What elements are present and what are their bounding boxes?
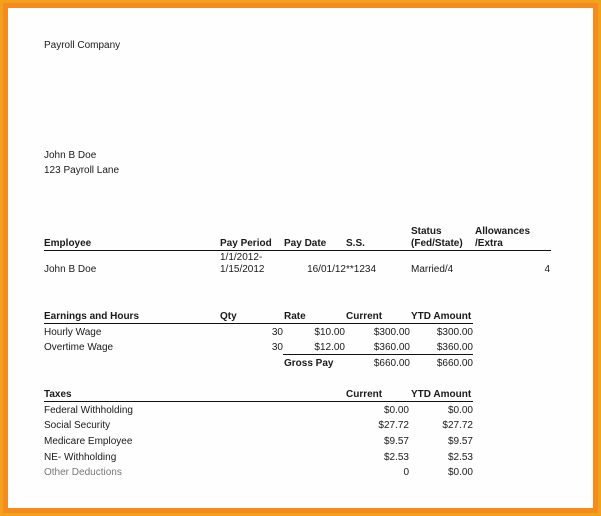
tax-row-ytd: $9.57 xyxy=(447,436,473,447)
tax-row-current: $27.72 xyxy=(378,420,409,431)
tax-row-label: NE- Withholding xyxy=(44,452,117,463)
header-ss: S.S. xyxy=(346,238,365,249)
row-pay-period-2: 1/15/2012 xyxy=(220,264,265,275)
row-employee: John B Doe xyxy=(44,264,97,275)
earnings-row-label: Hourly Wage xyxy=(44,327,102,338)
header-pay-period: Pay Period xyxy=(220,238,272,249)
tax-row-ytd: $2.53 xyxy=(447,452,473,463)
tax-row-current: $9.57 xyxy=(383,436,409,447)
tax-row-label: Federal Withholding xyxy=(44,405,133,416)
row-status: Married/4 xyxy=(411,264,454,275)
earnings-header-current: Current xyxy=(346,311,383,322)
company-name: Payroll Company xyxy=(44,40,121,51)
earnings-header-ytd: YTD Amount xyxy=(411,311,472,322)
earnings-row-qty: 30 xyxy=(271,342,283,353)
tax-row-label: Other Deductions xyxy=(44,467,122,478)
row-ss: **1234 xyxy=(346,264,377,275)
tax-row-ytd: $0.00 xyxy=(447,405,473,416)
header-employee: Employee xyxy=(44,238,92,249)
earnings-title: Earnings and Hours xyxy=(44,311,140,322)
row-pay-period-1: 1/1/2012- xyxy=(220,252,263,263)
header-pay-date: Pay Date xyxy=(284,238,327,249)
row-allowances: 4 xyxy=(544,264,550,275)
tax-row-current: 0 xyxy=(403,467,409,478)
header-status-2: (Fed/State) xyxy=(411,238,463,249)
tax-row-label: Social Security xyxy=(44,420,111,431)
tax-row-ytd: $27.72 xyxy=(442,420,473,431)
tax-row-ytd: $0.00 xyxy=(447,467,473,478)
row-pay-date: 16/01/12 xyxy=(307,264,346,275)
earnings-header-qty: Qty xyxy=(220,311,237,322)
taxes-header-ytd: YTD Amount xyxy=(411,389,472,400)
gross-pay-ytd: $660.00 xyxy=(436,358,473,369)
earnings-row-rate: $12.00 xyxy=(314,342,345,353)
earnings-row-ytd: $360.00 xyxy=(436,342,473,353)
tax-row-current: $2.53 xyxy=(383,452,409,463)
earnings-row-qty: 30 xyxy=(271,327,283,338)
payslip-document xyxy=(8,8,593,508)
employee-name: John B Doe xyxy=(44,150,97,161)
taxes-header-rule xyxy=(44,401,473,402)
header-allowances-1: Allowances xyxy=(475,226,531,237)
earnings-header-rule xyxy=(44,323,473,324)
earnings-row-current: $300.00 xyxy=(373,327,410,338)
gross-pay-current: $660.00 xyxy=(373,358,410,369)
earnings-row-current: $360.00 xyxy=(373,342,410,353)
earnings-row-label: Overtime Wage xyxy=(44,342,114,353)
taxes-header-current: Current xyxy=(346,389,383,400)
tax-row-current: $0.00 xyxy=(383,405,409,416)
earnings-header-rate: Rate xyxy=(284,311,306,322)
header-allowances-2: /Extra xyxy=(475,238,503,249)
earnings-row-rate: $10.00 xyxy=(314,327,345,338)
tax-row-label: Medicare Employee xyxy=(44,436,133,447)
employee-header-rule xyxy=(44,250,551,251)
gross-pay-label: Gross Pay xyxy=(284,358,334,369)
employee-street: 123 Payroll Lane xyxy=(44,165,120,176)
earnings-row-ytd: $300.00 xyxy=(436,327,473,338)
header-status-1: Status xyxy=(411,226,442,237)
taxes-title: Taxes xyxy=(44,389,72,400)
gross-pay-rule xyxy=(283,354,473,355)
